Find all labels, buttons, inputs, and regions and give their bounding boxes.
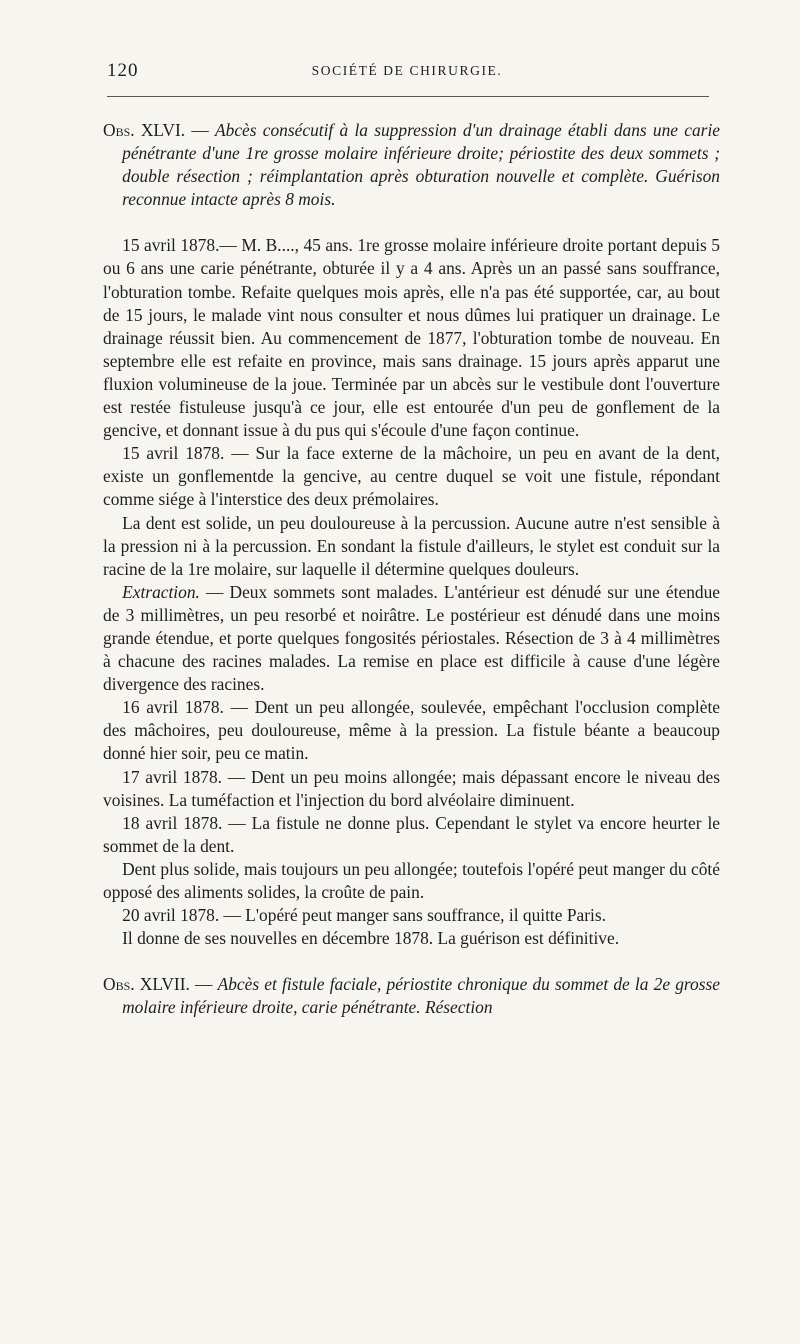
paragraph-dent-solide: Dent plus solide, mais toujours un peu allongée; toutefois l'opéré peut manger du côté opposé des aliments solides, la croûte de pain. — [103, 858, 720, 902]
running-head: SOCIÉTÉ DE CHIRURGIE. — [311, 63, 503, 78]
observation-46-title — [103, 119, 720, 211]
paragraph-16-avril: 16 avril 1878. — Dent un peu allongée, soulevée, empêchant l'occlusion complète des mâchoires, peu douloureuse, même à la pression. La fistule béante a beaucoup donné hier soir, peu ce matin. — [103, 697, 720, 764]
paragraph-20-avril: 20 avril 1878. — L'opéré peut manger sans souffrance, il quitte Paris. — [122, 905, 606, 926]
page-number: 120 — [107, 60, 139, 81]
observation-47-heading: Abcès et fistule faciale, périostite chronique du sommet de la 2e grosse molaire inférieure droite, carie pénétrante. Résection — [122, 974, 720, 1018]
paragraph-2: 15 avril 1878. — Sur la face externe de la mâchoire, un peu en avant de la dent, existe un gonflementde la gencive, au centre duquel se voit une fistule, répondant comme siége à l'interstice des deux prémolaires. — [103, 443, 720, 510]
observation-47-title — [103, 973, 720, 1019]
paragraph-nouvelles: Il donne de ses nouvelles en décembre 1878. La guérison est définitive. — [122, 928, 620, 949]
extraction-text: — Deux sommets sont malades. L'antérieur est dénudé sur une étendue de 3 millimètres, un peu resorbé et noirâtre. Le postérieur est dénudé dans une moins grande étendue, et porte quelques fongosités périostales. Résection de 3 à 4 millimètres à chacune des racines malades. La remise en place est difficile à cause d'une légère divergence des racines. — [103, 581, 720, 695]
paragraph-17-avril: 17 avril 1878. — Dent un peu moins allongée; mais dépassant encore le niveau des voisines. La tuméfaction et l'injection du bord alvéolaire diminuent. — [103, 766, 720, 810]
paragraph-extraction — [103, 581, 720, 696]
paragraph-3: La dent est solide, un peu douloureuse à la percussion. Aucune autre n'est sensible à la pression ni à la percussion. En sondant la fistule d'ailleurs, le stylet est conduit sur la racine de la 1re molaire, sur laquelle il détermine quelques douleurs. — [103, 512, 720, 579]
paragraph-18-avril: 18 avril 1878. — La fistule ne donne plus. Cependant le stylet va encore heurter le sommet de la dent. — [103, 812, 720, 856]
observation-47-label: Obs. XLVII. — — [103, 974, 218, 995]
page-body — [103, 119, 720, 1019]
extraction-label: Extraction. — [122, 581, 200, 602]
observation-46-label: Obs. XLVI. — — [103, 120, 215, 140]
observation-46-heading: Abcès consécutif à la suppression d'un drainage établi dans une carie pénétrante d'une 1re grosse molaire inférieure droite; périostite des deux sommets ; double résection ; réimplantation après obturation nouvelle et complète. Guérison reconnue intacte après 8 mois. — [122, 120, 720, 210]
paragraph-1: 15 avril 1878.— M. B...., 45 ans. 1re grosse molaire inférieure droite portant depuis 5 ou 6 ans une carie pénétrante, obturée il y a 4 ans. Après un an passé sans souffrance, l'obturation tombe. Refaite quelques mois après, elle n'a pas été supportée, car, au bout de 15 jours, le malade vint nous consulter et nous dûmes lui pratiquer un drainage. Le drainage réussit bien. Au commencement de 1877, l'obturation tombe de nouveau. En septembre elle est refaite en province, mais sans drainage. 15 jours après apparut une fluxion volumineuse de la joue. Terminée par un abcès sur le vestibule dont l'ouverture est restée fistuleuse jusqu'à ce jour, elle est entourée d'un peu de gonflement de la gencive, et donnant issue à du pus qui s'écoule d'une façon continue. — [103, 235, 720, 441]
header-rule — [107, 96, 709, 97]
page-header — [107, 60, 707, 86]
